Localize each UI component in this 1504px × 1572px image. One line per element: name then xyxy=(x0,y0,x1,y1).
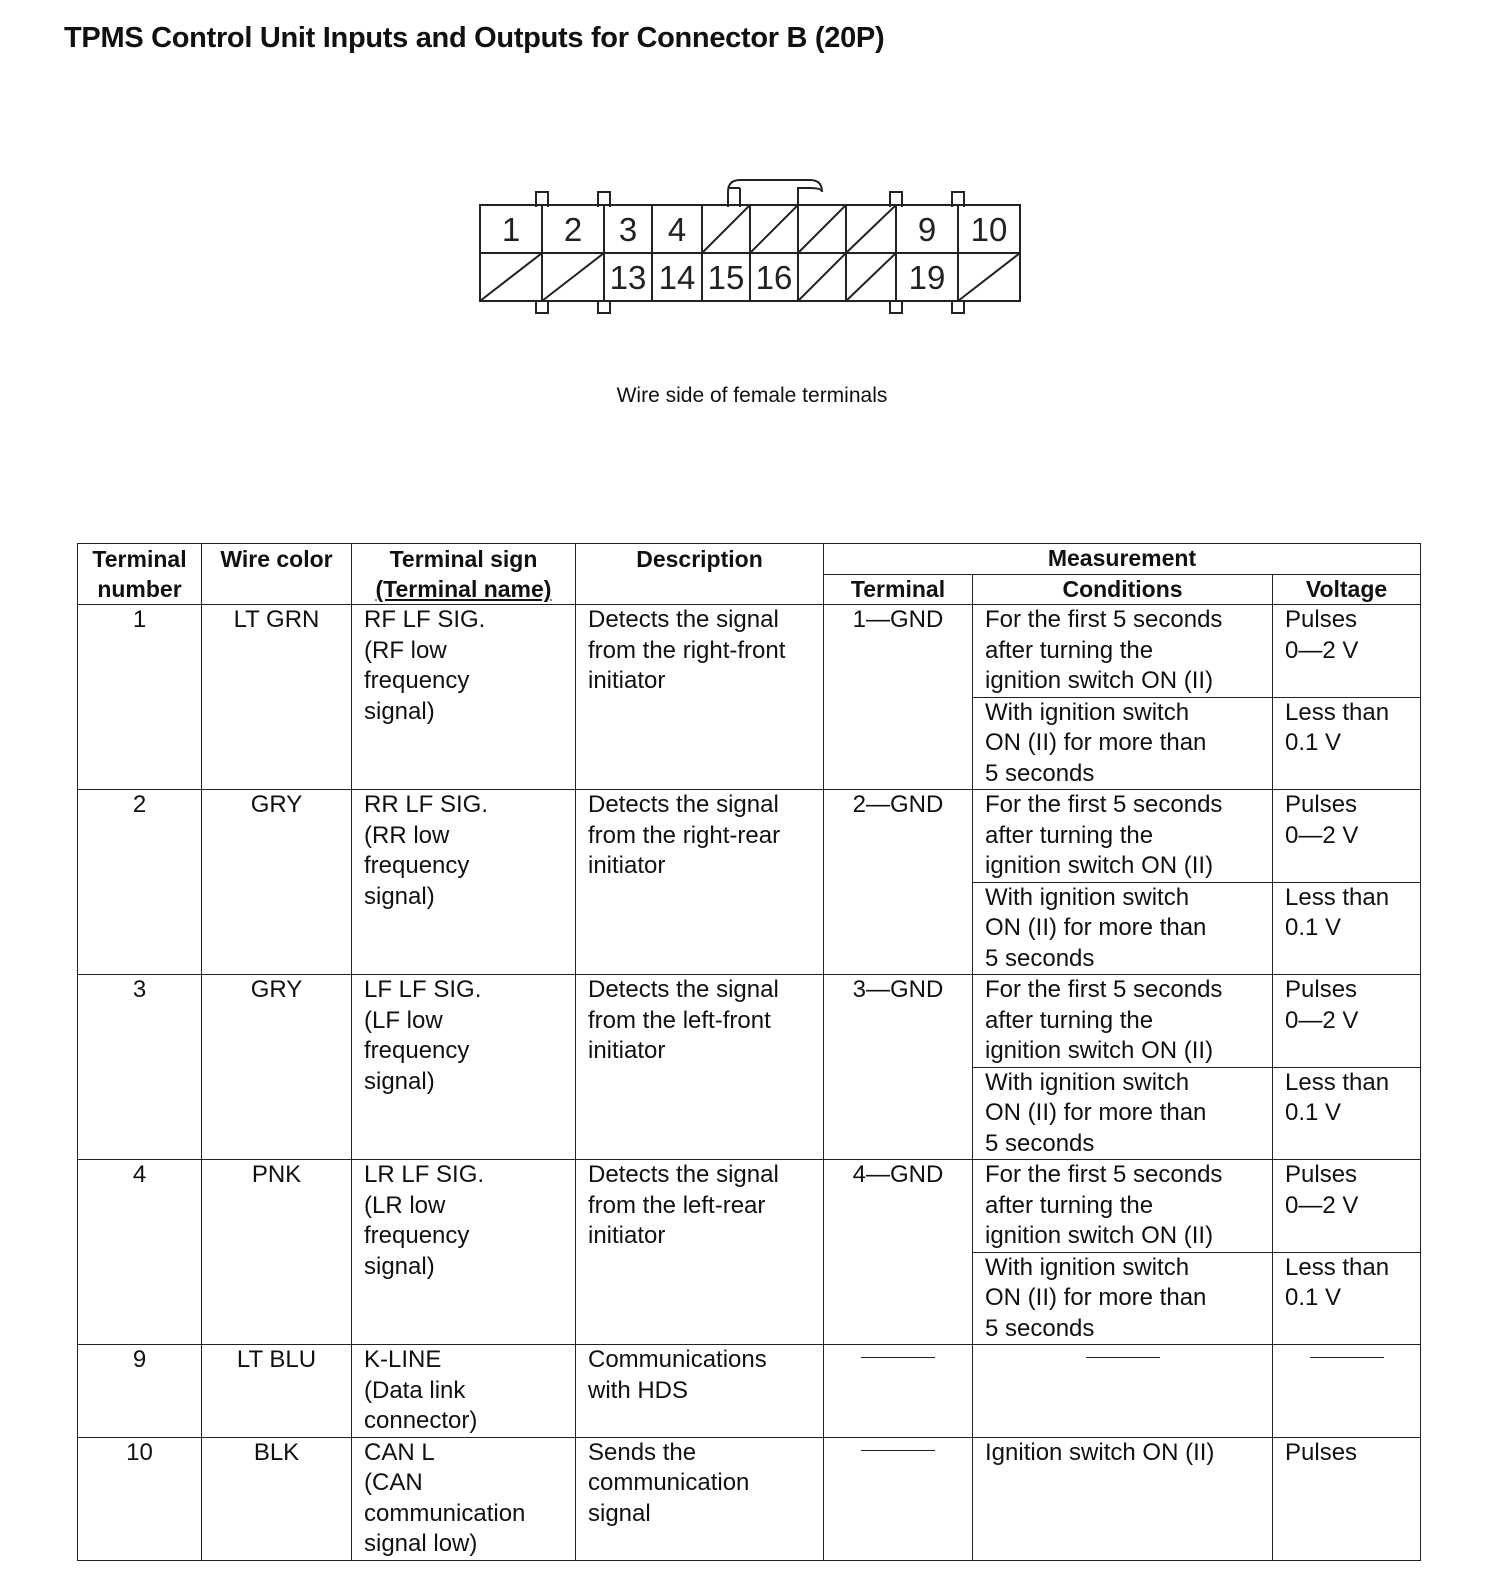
cell-voltage: Pulses xyxy=(1273,1437,1421,1560)
cell-condition: With ignition switch ON (II) for more than 5 seconds xyxy=(973,882,1273,975)
dash-mark xyxy=(861,1450,935,1451)
cell-terminal: 4—GND xyxy=(824,1160,973,1345)
cell-terminal-none xyxy=(824,1437,973,1560)
table-row xyxy=(78,605,1421,698)
table-row xyxy=(78,1160,1421,1253)
cell-sign: K-LINE (Data link connector) xyxy=(352,1345,576,1438)
cell-number: 10 xyxy=(78,1437,202,1560)
cell-voltage: Less than 0.1 V xyxy=(1273,1252,1421,1345)
cell-number: 3 xyxy=(78,975,202,1160)
table-row xyxy=(78,1345,1421,1438)
cell-color: LT BLU xyxy=(202,1345,352,1438)
cell-voltage: Less than 0.1 V xyxy=(1273,1067,1421,1160)
dash-mark xyxy=(861,1357,935,1358)
pin-19-label: 19 xyxy=(908,259,946,296)
page-title: TPMS Control Unit Inputs and Outputs for Connector B (20P) xyxy=(64,22,885,54)
cell-terminal-none xyxy=(824,1345,973,1438)
pin-14-label: 14 xyxy=(658,259,696,296)
header-terminal-sign: Terminal sign (Terminal name) xyxy=(352,544,576,605)
cell-voltage: Pulses 0—2 V xyxy=(1273,975,1421,1068)
cell-color: LT GRN xyxy=(202,605,352,790)
cell-voltage: Pulses 0—2 V xyxy=(1273,605,1421,698)
cell-number: 9 xyxy=(78,1345,202,1438)
header-wire-color: Wire color xyxy=(202,544,352,605)
cell-condition: Ignition switch ON (II) xyxy=(973,1437,1273,1560)
header-conditions: Conditions xyxy=(973,574,1273,605)
pin-4-label: 4 xyxy=(667,211,687,248)
cell-sign: CAN L (CAN communication signal low) xyxy=(352,1437,576,1560)
pin-16-label: 16 xyxy=(755,259,793,296)
pin-9-label: 9 xyxy=(917,211,937,248)
cell-number: 4 xyxy=(78,1160,202,1345)
cell-sign: RF LF SIG. (RF low frequency signal) xyxy=(352,605,576,790)
cell-sign: LR LF SIG. (LR low frequency signal) xyxy=(352,1160,576,1345)
io-table xyxy=(77,543,1421,1561)
cell-terminal: 1—GND xyxy=(824,605,973,790)
table-row xyxy=(78,975,1421,1068)
cell-condition: For the first 5 seconds after turning the ignition switch ON (II) xyxy=(973,975,1273,1068)
header-description: Description xyxy=(576,544,824,605)
cell-description: Detects the signal from the left-front initiator xyxy=(576,975,824,1160)
table-row xyxy=(78,790,1421,883)
cell-color: GRY xyxy=(202,790,352,975)
header-terminal-number: Terminal number xyxy=(78,544,202,605)
cell-voltage: Less than 0.1 V xyxy=(1273,882,1421,975)
cell-color: PNK xyxy=(202,1160,352,1345)
table-body xyxy=(78,605,1421,1561)
pin-1-label: 1 xyxy=(501,211,521,248)
cell-number: 2 xyxy=(78,790,202,975)
cell-color: GRY xyxy=(202,975,352,1160)
cell-condition: With ignition switch ON (II) for more than 5 seconds xyxy=(973,697,1273,790)
dash-mark xyxy=(1310,1357,1384,1358)
cell-description: Detects the signal from the right-rear initiator xyxy=(576,790,824,975)
connector-caption: Wire side of female terminals xyxy=(616,384,888,407)
cell-condition: With ignition switch ON (II) for more than 5 seconds xyxy=(973,1067,1273,1160)
header-measurement: Measurement xyxy=(824,544,1421,575)
cell-condition: For the first 5 seconds after turning the ignition switch ON (II) xyxy=(973,790,1273,883)
cell-voltage: Less than 0.1 V xyxy=(1273,697,1421,790)
header-voltage: Voltage xyxy=(1273,574,1421,605)
pin-10-label: 10 xyxy=(970,211,1008,248)
pin-2-label: 2 xyxy=(563,211,583,248)
cell-description: Detects the signal from the right-front initiator xyxy=(576,605,824,790)
cell-terminal: 3—GND xyxy=(824,975,973,1160)
dash-mark xyxy=(1086,1357,1160,1358)
cell-description: Detects the signal from the left-rear initiator xyxy=(576,1160,824,1345)
cell-color: BLK xyxy=(202,1437,352,1560)
cell-voltage-none xyxy=(1273,1345,1421,1438)
cell-voltage: Pulses 0—2 V xyxy=(1273,1160,1421,1253)
cell-sign: LF LF SIG. (LF low frequency signal) xyxy=(352,975,576,1160)
header-terminal: Terminal xyxy=(824,574,973,605)
cell-condition: With ignition switch ON (II) for more than 5 seconds xyxy=(973,1252,1273,1345)
cell-number: 1 xyxy=(78,605,202,790)
pin-13-label: 13 xyxy=(609,259,647,296)
pin-15-label: 15 xyxy=(707,259,745,296)
header-row xyxy=(78,544,1421,575)
cell-condition: For the first 5 seconds after turning the ignition switch ON (II) xyxy=(973,1160,1273,1253)
table-row xyxy=(78,1437,1421,1560)
connector-diagram xyxy=(470,170,1030,320)
cell-description: Communications with HDS xyxy=(576,1345,824,1438)
pin-3-label: 3 xyxy=(618,211,638,248)
cell-description: Sends the communication signal xyxy=(576,1437,824,1560)
cell-condition: For the first 5 seconds after turning the ignition switch ON (II) xyxy=(973,605,1273,698)
cell-voltage: Pulses 0—2 V xyxy=(1273,790,1421,883)
cell-condition-none xyxy=(973,1345,1273,1438)
cell-sign: RR LF SIG. (RR low frequency signal) xyxy=(352,790,576,975)
cell-terminal: 2—GND xyxy=(824,790,973,975)
